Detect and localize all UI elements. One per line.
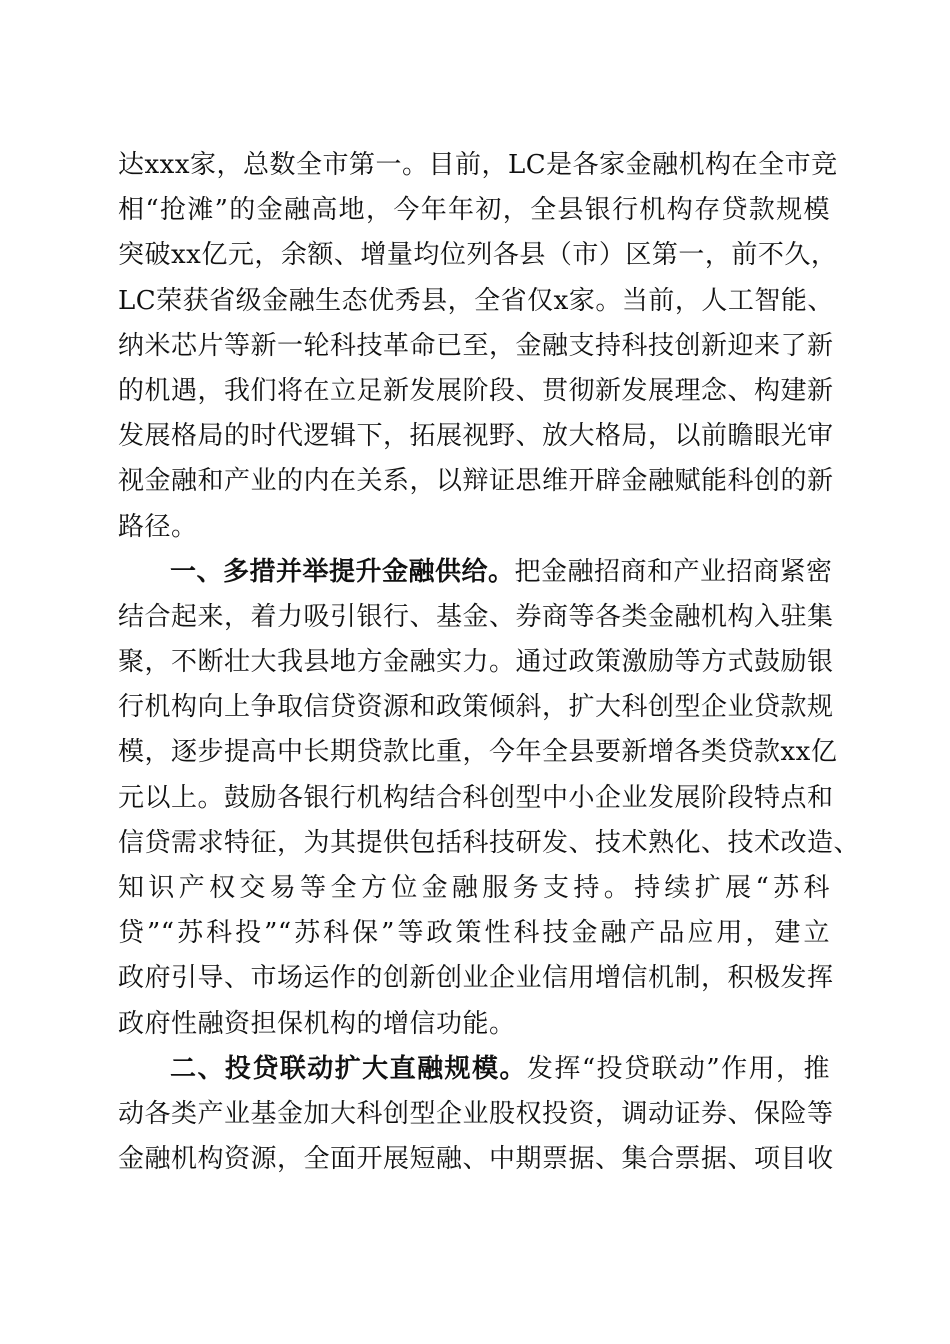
- text-line: 模，逐步提高中长期贷款比重，今年全县要新增各类贷款xx亿: [118, 737, 838, 768]
- paragraph-intro: [118, 143, 838, 550]
- text-line: 信贷需求特征，为其提供包括科技研发、技术熟化、技术改造、: [118, 827, 861, 858]
- section-two: [118, 1047, 834, 1183]
- section-one-first-line-text: 把金融招商和产业招商紧密: [514, 556, 833, 587]
- text-line: 动各类产业基金加大科创型企业股权投资，调动证券、保险等: [118, 1098, 834, 1129]
- section-one: [118, 550, 861, 1047]
- text-line: 相“抢滩”的金融高地，今年年初，全县银行机构存贷款规模: [118, 195, 830, 226]
- section-one-heading: 一、多措并举提升金融供给。: [170, 556, 515, 587]
- text-line: 政府引导、市场运作的创新创业企业信用增信机制，积极发挥: [118, 963, 834, 994]
- text-line: 纳米芯片等新一轮科技革命已至，金融支持科技创新迎来了新: [118, 330, 834, 361]
- section-one-first-line: [118, 550, 833, 595]
- text-line: 政府性融资担保机构的增信功能。: [118, 1008, 516, 1039]
- text-line: 发展格局的时代逻辑下，拓展视野、放大格局，以前瞻眼光审: [118, 421, 834, 452]
- section-two-heading: 二、投贷联动扩大直融规模。: [170, 1053, 527, 1084]
- text-line: 金融机构资源，全面开展短融、中期票据、集合票据、项目收: [118, 1144, 834, 1175]
- text-line: 贷”“苏科投”“苏科保”等政策性科技金融产品应用，建立: [118, 918, 830, 949]
- text-line: 的机遇，我们将在立足新发展阶段、贯彻新发展理念、构建新: [118, 375, 834, 406]
- text-line: 达xxx家，总数全市第一。目前，LC是各家金融机构在全市竞: [118, 150, 838, 180]
- section-two-first-line-text: 发挥“投贷联动”作用，推: [526, 1053, 830, 1084]
- section-two-first-line: [118, 1047, 830, 1092]
- text-line: 聚，不断壮大我县地方金融实力。通过政策激励等方式鼓励银: [118, 647, 834, 678]
- text-line: 结合起来，着力吸引银行、基金、券商等各类金融机构入驻集: [118, 601, 834, 632]
- text-line: 知识产权交易等全方位金融服务支持。持续扩展“苏科: [118, 873, 830, 903]
- text-line: 路径。: [118, 511, 198, 542]
- text-line: LC荣获省级金融生态优秀县，全省仅x家。当前，人工智能、: [118, 285, 834, 316]
- text-line: 突破xx亿元，余额、增量均位列各县（市）区第一，前不久，: [118, 240, 838, 271]
- text-line: 行机构向上争取信贷资源和政策倾斜，扩大科创型企业贷款规: [118, 692, 834, 723]
- document-body: [118, 143, 861, 1182]
- text-line: 视金融和产业的内在关系，以辩证思维开辟金融赋能科创的新: [118, 466, 834, 497]
- text-line: 元以上。鼓励各银行机构结合科创型中小企业发展阶段特点和: [118, 782, 834, 813]
